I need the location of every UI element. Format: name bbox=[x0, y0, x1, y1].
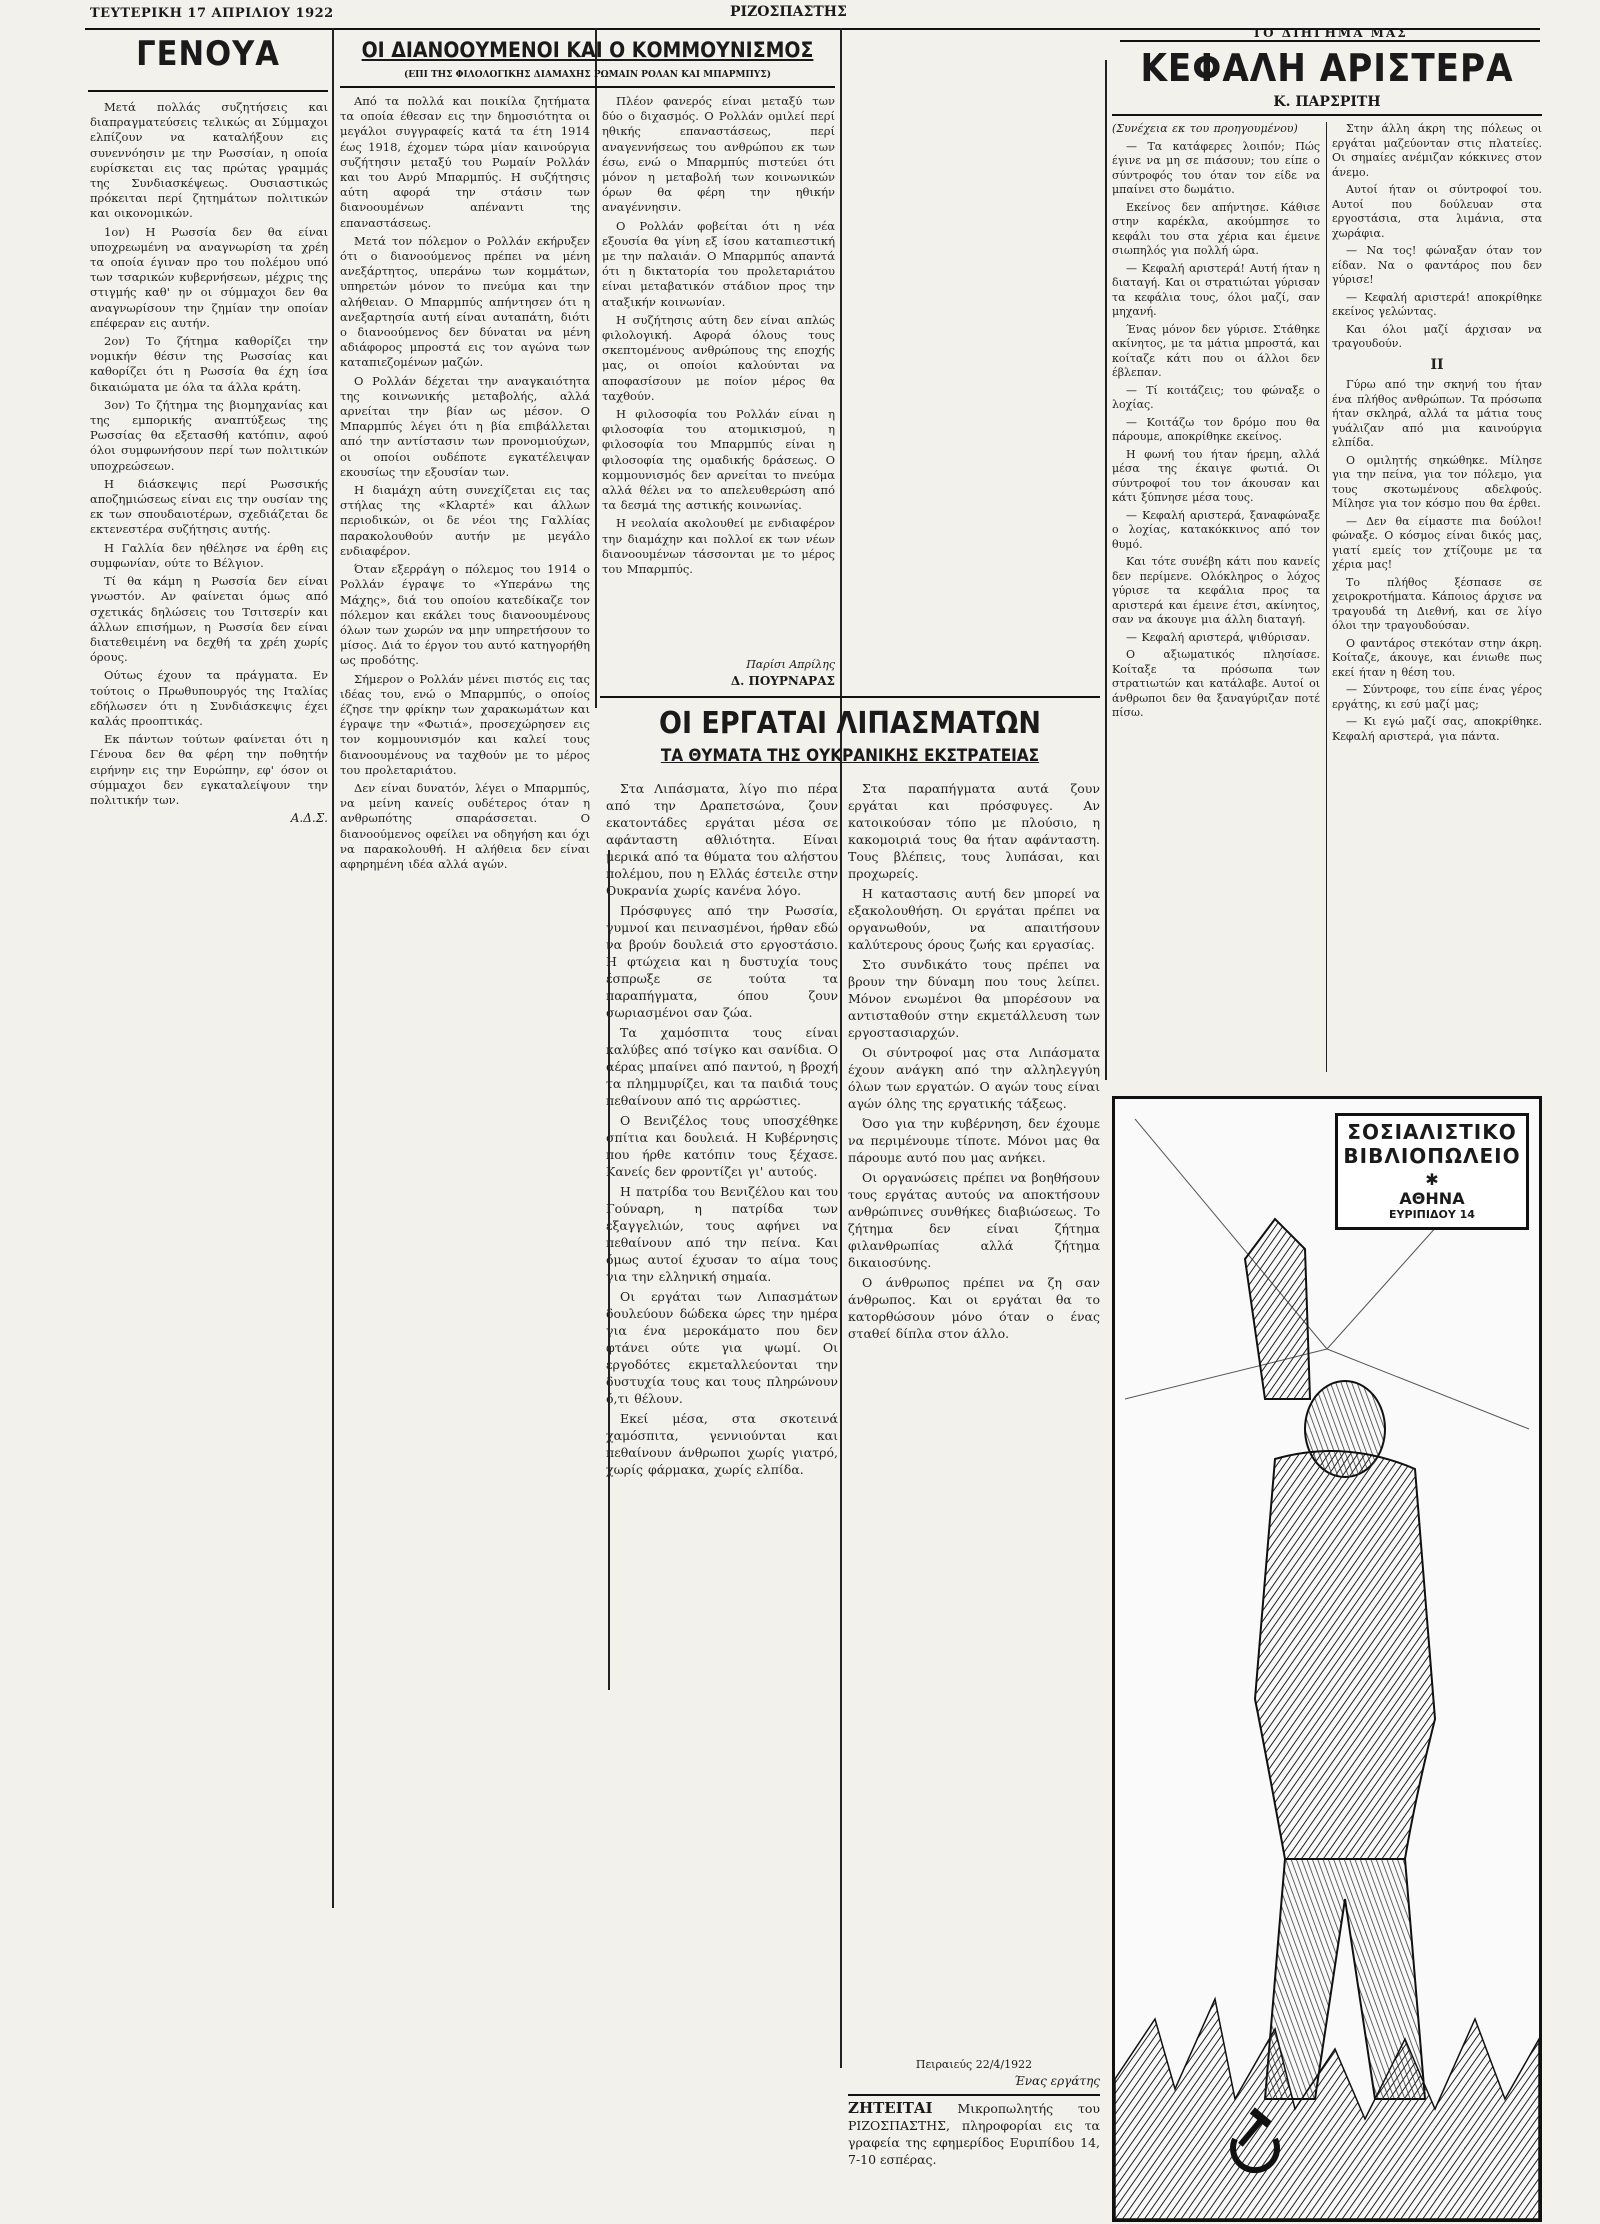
paragraph: Ο φαντάρος στεκόταν στην άκρη. Κοίταζε, άκουγε, και ένιωθε πως εκεί ήταν η θέση του. bbox=[1332, 636, 1542, 679]
paragraph: — Κεφαλή αριστερά, ψιθύρισαν. bbox=[1126, 630, 1311, 644]
paragraph: — Δεν θα είμαστε πια δούλοι! φώναξε. Ο κόσμος είναι δικός μας, γιατί εμείς τον χτίζουμε με τα χέρια μας! bbox=[1332, 514, 1542, 571]
signature: Ένας εργάτης bbox=[1013, 2074, 1100, 2088]
article-subtitle: ΤΑ ΘΥΜΑΤΑ ΤΗΣ ΟΥΚΡΑΝΙΚΗΣ ΕΚΣΤΡΑΤΕΙΑΣ bbox=[660, 746, 1040, 766]
bookstore-advertisement bbox=[1112, 1096, 1542, 2222]
intellectuals-col-a bbox=[340, 94, 590, 1950]
paragraph: Δεν είναι δυνατόν, λέγει ο Μπαρμπύς, να μείνη κανείς ουδέτερος όταν η ανθρωπότης σπαράσσεται. Ο διανοούμενος οφείλει να οδηγήση και όχι να παρακολουθή. Η αλήθεια δεν είναι αφηρημένη ιδέα αλλά αγών. bbox=[340, 780, 590, 871]
paragraph: — Κι εγώ μαζί σας, αποκρίθηκε. Κεφαλή αριστερά, για πάντα. bbox=[1332, 715, 1542, 743]
paragraph: Ο ομιλητής σηκώθηκε. Μίλησε για την πείνα, για τον πόλεμο, για τους σκοτωμένους αδελφούς. Μίλησε για τον κόσμο που θα έρθει. bbox=[1332, 453, 1542, 510]
paragraph: 1ον) Η Ρωσσία δεν θα είναι υποχρεωμένη να αναγνωρίση τα χρέη τα οποία έγιναν προ του πολέμου υπό των τσαρικών κυβερνήσεων, μέχρις της στιγμής καθ' ην οι σύμμαχοι δεν θα αναγνωρίσουν την ζημίαν την οποίαν επέφεραν εις αυτήν. bbox=[90, 224, 328, 330]
workers-col-b bbox=[848, 780, 1100, 2050]
paragraph: — Σύντροφε, του είπε ένας γέρος εργάτης, κι εσύ μαζί μας; bbox=[1332, 683, 1542, 711]
paragraph: Και τότε συνέβη κάτι που κανείς δεν περίμενε. Ολόκληρος ο λόχος γύρισε τα κεφάλια προς τα αριστερά και έμεινε έτσι, ακίνητος, σαν να άκουγε μια άλλη διαταγή. bbox=[1112, 555, 1320, 626]
paragraph: Οι οργανώσεις πρέπει να βοηθήσουν τους εργάτας αυτούς να αποκτήσουν ανθρώπινες συνθήκες διαβιώσεως. Το ζήτημα δεν είναι ζήτημα φιλανθρωπίας αλλά ζήτημα δικαιοσύνης. bbox=[848, 1170, 1100, 1270]
paragraph: Σήμερον ο Ρολλάν μένει πιστός εις τας ιδέας του, ενώ ο Μπαρμπύς, ο οποίος έζησε την φρίκην των χαρακωμάτων και έγραψε την «Φωτιά», προσεχώρησεν εις τον κομμουνισμόν και καλεί τους διανοουμένους να ταχθούν με το μέρος του προλεταριάτου. bbox=[340, 671, 590, 777]
paragraph: Από τα πολλά και ποικίλα ζητήματα τα οποία έθεσαν εις την δημοσιότητα οι μεγάλοι συγγραφείς κατά τα έτη 1914 έως 1918, έχομεν τώρα μίαν καινούργια συζήτησιν μεταξύ του Ρωμαίν Ρολλάν και του Ανρύ Μπαρμπύς. Η συζήτησις αύτη αφορά την στάσιν των διανοουμένων απέναντι της επαναστάσεως. bbox=[340, 94, 590, 230]
bookstore-address: ΕΥΡΙΠΙΔΟΥ 14 bbox=[1389, 1208, 1475, 1221]
title-rule bbox=[340, 86, 835, 88]
section-numeral: ΙΙ bbox=[1430, 356, 1444, 373]
paragraph: Η φιλοσοφία του Ρολλάν είναι η φιλοσοφία του ατομικισμού, η φιλοσοφία του Μπαρμπύς είναι η φιλοσοφία της ομαδικής δράσεως. Ο κομμουνισμός δεν αρνείται το πνεύμα αλλά θέλει να το απελευθερώση από τα δεσμά της αστικής κοινωνίας. bbox=[602, 407, 835, 513]
paragraph: Γύρω από την σκηνή του ήταν ένα πλήθος ανθρώπων. Τα πρόσωπα ήταν σκληρά, αλλά τα μάτια τους γυάλιζαν από μια καινούργια ελπίδα. bbox=[1332, 378, 1542, 449]
issue-date: ΤΕΥΤΕΡΙΚΗ 17 ΑΠΡΙΛΙΟΥ 1922 bbox=[90, 6, 334, 21]
paragraph: Τί θα κάμη η Ρωσσία δεν είναι γνωστόν. Αν φαίνεται όμως από σχετικάς δηλώσεις του Τσιτσερίν και άλλων επισήμων, η Ρωσσία δεν είναι διατεθειμένη να δεχθή τα χρέη χωρίς όρους. bbox=[90, 574, 328, 665]
paragraph: Στο συνδικάτο τους πρέπει να βρουν την δύναμη που τους λείπει. Μόνον ενωμένοι θα μπορέσουν να αντισταθούν στην εκμετάλλευση των εργοστασιαρχών. bbox=[848, 957, 1100, 1040]
paragraph: — Να τος! φώναξαν όταν τον είδαν. Να ο φαντάρος που δεν γύρισε! bbox=[1332, 244, 1542, 286]
page-header: ΡΙΖΟΣΠΑΣΤΗΣ bbox=[730, 4, 847, 20]
worker-illustration bbox=[1115, 1099, 1539, 2219]
paragraph: Η συζήτησις αύτη δεν είναι απλώς φιλολογική. Αφορά όλους τους σκεπτομένους ανθρώπους της εποχής μας, οι οποίοι καλούνται να αποφασίσουν με ποίον μέρος θα ταχθούν. bbox=[602, 312, 835, 403]
paragraph: Η Γαλλία δεν ηθέλησε να έρθη εις συμφωνίαν, ούτε το Βέλγιον. bbox=[90, 540, 328, 570]
section-banner: ΤΟ ΔΙΗΓΗΜΑ ΜΑΣ bbox=[1120, 26, 1540, 42]
paragraph: 3ον) Το ζήτημα της βιομηχανίας και της εμπορικής αναπτύξεως της Ρωσσίας θα εξετασθή κατόπιν, αφού όλοι συμφωνήσουν περί των πολιτικών υποχρεώσεων. bbox=[90, 397, 328, 473]
column-rule bbox=[332, 28, 334, 1908]
paragraph: — Κοιτάζω τον δρόμο που θα πάρουμε, αποκρίθηκε εκείνος. bbox=[1112, 415, 1320, 443]
article-title-story: ΚΕΦΑΛΗ ΑΡΙΣΤΕΡΑ bbox=[1140, 46, 1514, 90]
bookstore-heading-line1: ΣΟΣΙΑΛΙΣΤΙΚΟ bbox=[1347, 1120, 1517, 1144]
paragraph: — Κεφαλή αριστερά! αποκρίθηκε εκείνος γελώντας. bbox=[1332, 290, 1542, 318]
notice-rule bbox=[848, 2094, 1100, 2096]
paragraph: Ένας μόνον δεν γύρισε. Στάθηκε ακίνητος, με τα μάτια μπροστά, και κοίταζε κάτι που οι άλλοι δεν έβλεπαν. bbox=[1112, 322, 1320, 379]
paragraph: Ο Βενιζέλος τους υποσχέθηκε σπίτια και δουλειά. Η Κυβέρνησις που ήρθε κατόπιν τους ξέχασε. Κανείς δεν φροντίζει γι' αυτούς. bbox=[606, 1113, 838, 1179]
paragraph: Εκείνος δεν απήντησε. Κάθισε στην καρέκλα, ακούμπησε το κεφάλι του στα χέρια και έμεινε σιωπηλός για πολλή ώρα. bbox=[1112, 200, 1320, 257]
bookstore-city: ΑΘΗΝΑ bbox=[1399, 1189, 1465, 1208]
signature: Α.Δ.Σ. bbox=[290, 811, 328, 826]
paragraph: Η διάσκεψις περί Ρωσσικής αποζημιώσεως είναι εις την ουσίαν της εκ των σπουδαιοτέρων, σχεδιάζεται δε εκτενεστέρα συζήτησις αυτής. bbox=[90, 476, 328, 537]
paragraph: Αυτοί ήταν οι σύντροφοί του. Αυτοί που δούλευαν στα εργοστάσια, στα λιμάνια, στα χωράφια. bbox=[1332, 183, 1542, 240]
paragraph: Μετά πολλάς συζητήσεις και διαπραγματεύσεις τελικώς αι Σύμμαχοι ελπίζουν να καταλήξουν εις συνεννόησιν με την Ρωσσίαν, η οποία ευρίσκεται εις τας πρώτας γραμμάς της Συνδιασκέψεως. Ουσιαστικώς πρόκειται περί ζητημάτων πολιτικών και οικονομικών. bbox=[90, 100, 328, 221]
paragraph: — Κεφαλή αριστερά! Αυτή ήταν η διαταγή. Και οι στρατιώται γύρισαν τα κεφάλια τους, όλοι μαζί, σαν μηχανή. bbox=[1112, 261, 1320, 318]
article-subtitle: (ΕΠΙ ΤΗΣ ΦΙΛΟΛΟΓΙΚΗΣ ΔΙΑΜΑΧΗΣ ΡΩΜΑΙΝ ΡΟΛΑΝ ΚΑΙ ΜΠΑΡΜΠΥΣ) bbox=[404, 70, 771, 80]
column-rule bbox=[595, 28, 597, 708]
column-rule bbox=[1326, 122, 1327, 1072]
article-title-intellectuals: ΟΙ ΔΙΑΝΟΟΥΜΕΝΟΙ ΚΑΙ Ο ΚΟΜΜΟΥΝΙΣΜΟΣ bbox=[361, 38, 814, 62]
genoa-body bbox=[90, 100, 328, 1870]
paragraph: Ο Ρολλάν δέχεται την αναγκαιότητα της κοινωνικής μεταβολής, αλλά αρνείται την βίαν ως μέσον. Ο Μπαρμπύς λέγει ότι η βία επιβάλλεται από την αντίστασιν των προνομιούχων, οι οποίοι ουδέποτε εγκατέλειψαν εκουσίως την εξουσίαν των. bbox=[340, 373, 590, 479]
paragraph: Οι σύντροφοί μας στα Λιπάσματα έχουν ανάγκη από την αλληλεγγύη όλων των εργατών. Ο αγών τους είναι αγών όλης της εργατικής τάξεως. bbox=[848, 1045, 1100, 1111]
paragraph: Οι εργάται των Λιπασμάτων δουλεύουν δώδεκα ώρες την ημέρα για ένα μεροκάματο που δεν φτάνει ούτε για ψωμί. Οι εργοδότες εκμεταλλεύονται την δυστυχία τους και τους πληρώνουν ό,τι θέλουν. bbox=[606, 1289, 838, 1406]
workers-col-a bbox=[606, 780, 838, 2210]
paragraph: Η νεολαία ακολουθεί με ενδιαφέρον την διαμάχην και πολλοί εκ των νέων διανοουμένων τάσσονται με το μέρος του Μπαρμπύς. bbox=[602, 516, 835, 577]
paragraph: Στα Λιπάσματα, λίγο πιο πέρα από την Δραπετσώνα, ζουν εκατοντάδες εργάται μέσα σε αφάνταστη αθλιότητα. Είναι μερικά από τα θύματα του αλήστου πολέμου, που η Ελλάς έστειλε στην Ουκρανία χωρίς κανένα λόγο. bbox=[606, 781, 838, 898]
paragraph: Και όλοι μαζί άρχισαν να τραγουδούν. bbox=[1332, 322, 1542, 350]
paragraph: Όσο για την κυβέρνηση, δεν έχουμε να περιμένουμε τίποτε. Μόνοι μας θα πάρουμε αυτό που μας ανήκει. bbox=[848, 1116, 1100, 1165]
story-author: Κ. ΠΑΡΣΡΙΤΗ bbox=[1273, 94, 1381, 110]
column-rule bbox=[1105, 60, 1107, 1080]
paragraph: Εκ πάντων τούτων φαίνεται ότι η Γένουα δεν θα φέρη την ποθητήν ειρήνην εις την Ευρώπην, εφ' όσον οι σύμμαχοι δεν εγκαταλείψουν την πολιτικήν των. bbox=[90, 732, 328, 807]
paragraph: Πρόσφυγες από την Ρωσσία, γυμνοί και πεινασμένοι, ήρθαν εδώ να βρούν δουλειά στο εργοστάσιο. Η φτώχεια και η δυστυχία τους έσπρωξε σε τούτα τα παραπήγματα, όπου ζουν σωριασμένοι σαν ζώα. bbox=[606, 903, 838, 1020]
paragraph: Στην άλλη άκρη της πόλεως οι εργάται μαζεύονταν στις πλατείες. Οι σημαίες ανέμιζαν κόκκινες στον άνεμο. bbox=[1332, 122, 1542, 179]
title-rule bbox=[88, 90, 328, 92]
wanted-notice bbox=[848, 2100, 1100, 2168]
notice-lead: ΖΗΤΕΙΤΑΙ bbox=[848, 2099, 933, 2117]
intellectuals-col-b bbox=[602, 94, 835, 654]
paragraph: Πλέον φανερός είναι μεταξύ των δύο ο διχασμός. Ο Ρολλάν ομιλεί περί ηθικής επαναστάσεως, περί αναγεννήσεως του ανθρώπου εκ των έσω, ενώ ο Μπαρμπύς πιστεύει ότι μόνον η μεταβολή των κοινωνικών όρων θα φέρη την ηθικήν αναγέννησιν. bbox=[602, 94, 835, 215]
dateline: Πειραιεύς 22/4/1922 bbox=[915, 2058, 1033, 2071]
place-line: Παρίσι Απρίλης bbox=[746, 658, 835, 671]
paragraph: Τα χαμόσπιτα τους είναι καλύβες από τσίγκο και σανίδια. Ο αέρας μπαίνει από παντού, η βροχή τα πλημμυρίζει, και τα παιδιά τους πεθαίνουν από τις αρρώστιες. bbox=[606, 1025, 838, 1108]
paragraph: 2ον) Το ζήτημα καθορίζει την νομικήν θέσιν της Ρωσσίας και καθορίζει ότι η Ρωσσία θα έχη ίσα δικαιώματα με όλα τα άλλα κράτη. bbox=[90, 334, 328, 394]
article-title-workers: ΟΙ ΕΡΓΑΤΑΙ ΛΙΠΑΣΜΑΤΩΝ bbox=[659, 706, 1041, 741]
paragraph: — Τί κοιτάζεις; του φώναξε ο λοχίας. bbox=[1112, 383, 1320, 411]
title-rule bbox=[600, 696, 1100, 698]
paragraph: — Κεφαλή αριστερά, ξαναφώναξε ο λοχίας, κατακόκκινος από τον θυμό. bbox=[1112, 508, 1320, 551]
paragraph: (Συνέχεια εκ του προηγουμένου) bbox=[1112, 122, 1298, 135]
paragraph: Μετά τον πόλεμον ο Ρολλάν εκήρυξεν ότι ο διανοούμενος πρέπει να μένη ανεξάρτητος, υπεράνω των κομμάτων, υπηρετών μόνον το πνεύμα και την αλήθειαν. Ο Μπαρμπύς απήντησεν ότι η ανεξαρτησία αυτή είναι αυταπάτη, διότι ο διανοούμενος δεν δύναται να μένη αδιάφορος μπροστά εις τον αγώνα των καταπιεζομένων μαζών. bbox=[340, 233, 590, 370]
paragraph: Το πλήθος ξέσπασε σε χειροκροτήματα. Κάποιος άρχισε να τραγουδά τη Διεθνή, και σε λίγο όλοι την τραγουδούσαν. bbox=[1332, 575, 1542, 632]
paragraph: Όταν εξερράγη ο πόλεμος του 1914 ο Ρολλάν έγραψε το «Υπεράνω της Μάχης», διά του οποίου κατεδίκαζε τον πόλεμον και εκάλει τους διανοουμένους όλων των χωρών να μην υπηρετήσουν το μίσος. Διά το έργον του αυτό κατηγορήθη ως προδότης. bbox=[340, 562, 590, 668]
paragraph: Εκεί μέσα, στα σκοτεινά χαμόσπιτα, γεννιούνται και πεθαίνουν άνθρωποι χωρίς γιατρό, χωρίς φάρμακα, χωρίς ελπίδα. bbox=[606, 1411, 838, 1477]
notice-text: Μικροπωλητής του ΡΙΖΟΣΠΑΣΤΗΣ, πληροφορίαι εις τα γραφεία της εφημερίδος Ευριπίδου 14, 7-10 εσπέρας. bbox=[848, 2101, 1100, 2167]
paragraph: Η φωνή του ήταν ήρεμη, αλλά μέσα της έκαιγε φωτιά. Οι σύντροφοί του τον άκουσαν και κάτι ξύπνησε μέσα τους. bbox=[1112, 447, 1320, 504]
paragraph: Η διαμάχη αύτη συνεχίζεται εις τας στήλας της «Κλαρτέ» και άλλων περιοδικών, οι δε νέοι της Γαλλίας παρακολουθούν αυτήν με μεγάλο ενδιαφέρον. bbox=[340, 483, 590, 558]
paragraph: Ούτως έχουν τα πράγματα. Εν τούτοις ο Πρωθυπουργός της Ιταλίας εδήλωσεν ότι η Συνδιάσκεψις έχει καλάς προοπτικάς. bbox=[90, 668, 328, 728]
paragraph: Ο Ρολλάν φοβείται ότι η νέα εξουσία θα γίνη εξ ίσου καταπιεστική με την παλαιάν. Ο Μπαρμπύς απαντά ότι η δικτατορία του προλεταριάτου είναι μεταβατικόν στάδιον προς την αταξικήν κοινωνίαν. bbox=[602, 218, 835, 309]
paragraph: Ο άνθρωπος πρέπει να ζη σαν άνθρωπος. Και οι εργάται θα το κατορθώσουν μόνο όταν ο ένας σταθεί δίπλα στον άλλο. bbox=[848, 1275, 1100, 1341]
story-col-b bbox=[1332, 122, 1542, 1072]
paragraph: Η πατρίδα του Βενιζέλου και του Γούναρη, η πατρίδα των εξαγγελιών, τους αφήνει να πεθαίνουν από την πείνα. Και όμως αυτοί έχυσαν το αίμα τους για την ελληνική σημαία. bbox=[606, 1184, 838, 1284]
bookstore-heading-line2: ΒΙΒΛΙΟΠΩΛΕΙΟ bbox=[1343, 1144, 1521, 1168]
column-rule bbox=[840, 28, 842, 2068]
star-icon: ✱ bbox=[1425, 1170, 1439, 1189]
paragraph: Στα παραπήγματα αυτά ζουν εργάται και πρόσφυγες. Αν κατοικούσαν τόπο με πλούσιο, η κακομοιριά τους θα ήταν αφάνταστη. Τους βλέπεις, τους λυπάσαι, και προχωρείς. bbox=[848, 781, 1100, 881]
story-col-a bbox=[1112, 122, 1320, 1072]
bookstore-sign bbox=[1335, 1113, 1529, 1230]
title-rule bbox=[1112, 114, 1542, 116]
paragraph: Η καταστασις αυτή δεν μπορεί να εξακολουθήση. Οι εργάται πρέπει να οργανωθούν, να απαιτήσουν καλύτερους όρους ζωής και εργασίας. bbox=[848, 886, 1100, 952]
article-title-genoa: ΓΕΝΟΥΑ bbox=[136, 34, 280, 74]
paragraph: Ο αξιωματικός πλησίασε. Κοίταξε τα πρόσωπα των στρατιωτών και κατάλαβε. Αυτοί οι άνθρωποι δεν θα ξαναγύριζαν ποτέ πίσω. bbox=[1112, 648, 1320, 719]
signature: Δ. ΠΟΥΡΝΑΡΑΣ bbox=[730, 674, 835, 688]
paragraph: — Τα κατάφερες λοιπόν; Πώς έγινε να μη σε πιάσουν; του είπε ο σύντροφός του όταν τον είδε να μπαίνει στο δωμάτιο. bbox=[1112, 139, 1320, 196]
